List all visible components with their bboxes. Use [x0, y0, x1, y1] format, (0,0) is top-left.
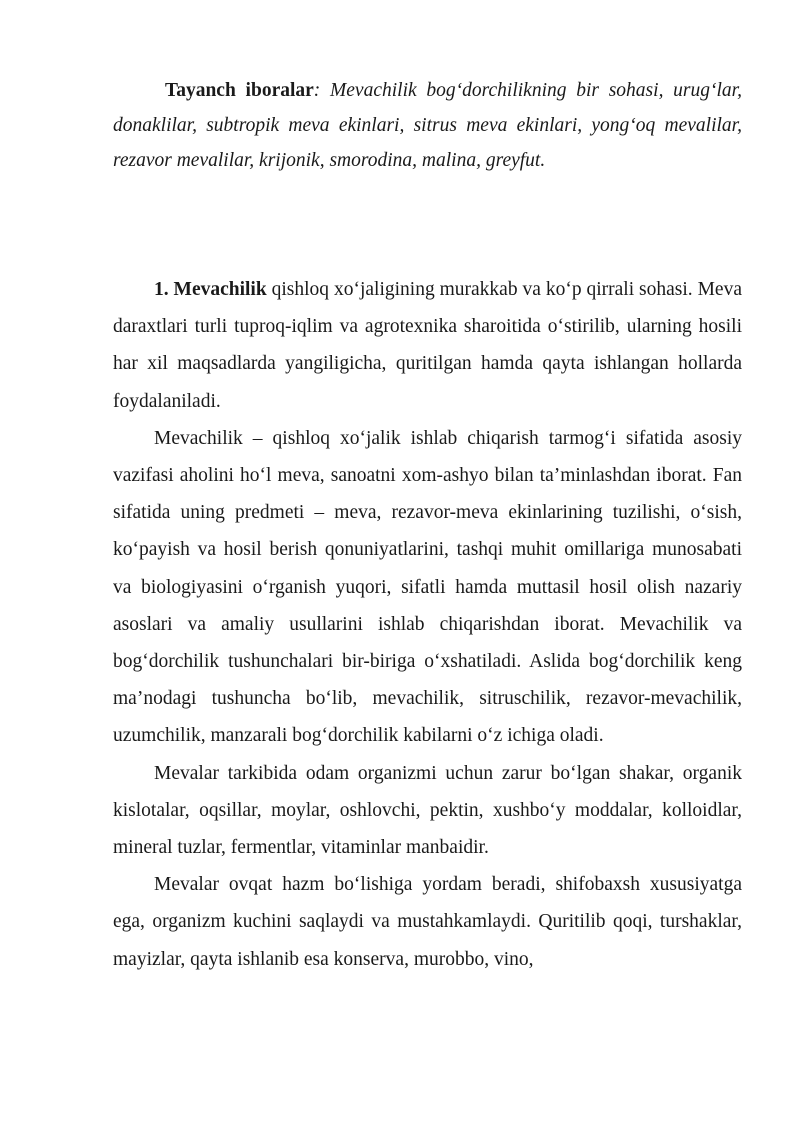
keywords-list: Mevachilik bog‘dorchilikning bir sohasi, urug‘lar, donaklilar, subtropik meva ekinlari, sitrus meva ekinlari, yong‘oq mevalilar, rezavor mevalilar, krijonik, smorodina, malina, greyfut.	[113, 80, 742, 171]
document-page	[113, 73, 742, 978]
paragraph-1-text: qishloq xo‘jaligining murakkab va ko‘p qirrali sohasi. Meva daraxtlari turli tuproq-iqlim va agrotexnika sharoitida o‘stirilib, ularning hosili har xil maqsadlarda yangiligicha, quritilgan hamda qayta ishlangan hollarda foydalaniladi.	[113, 279, 742, 412]
paragraph-2: Mevachilik – qishloq xo‘jalik ishlab chiqarish tarmog‘i sifatida asosiy vazifasi aholini ho‘l meva, sanoatni xom-ashyo bilan ta’minlashdan iborat. Fan sifatida uning predmeti – meva, rezavor-meva ekinlarining tuzilishi, o‘sish, ko‘payish va hosil berish qonuniyatlarini, tashqi muhit omillariga munosabati va biologiyasini o‘rganish yuqori, sifatli hamda muttasil hosil olish nazariy asoslari va amaliy usullarini ishlab chiqarishdan iborat. Mevachilik va bog‘dorchilik tushunchalari bir-biriga o‘xshatiladi. Aslida bog‘dorchilik keng ma’nodagi tushuncha bo‘lib, mevachilik, sitruschilik, rezavor-mevachilik, uzumchilik, manzarali bog‘dorchilik kabilarni o‘z ichiga oladi.	[113, 427, 742, 747]
paragraph-3: Mevalar tarkibida odam organizmi uchun zarur bo‘lgan shakar, organik kislotalar, oqsillar, moylar, oshlovchi, pektin, xushbo‘y moddalar, kolloidlar, mineral tuzlar, fermentlar, vitaminlar manbaidir.	[113, 762, 742, 859]
section-heading: 1. Mevachilik	[154, 279, 267, 300]
keywords-paragraph	[113, 73, 742, 178]
keywords-colon: :	[313, 80, 321, 101]
keywords-label: Tayanch iboralar	[165, 80, 314, 101]
paragraph-4: Mevalar ovqat hazm bo‘lishiga yordam beradi, shifobaxsh xususiyatga ega, organizm kuchini saqlaydi va mustahkamlaydi. Quritilib qoqi, turshaklar, mayizlar, qayta ishlanib esa konserva, murobbo, vino,	[113, 874, 742, 970]
section-spacer	[113, 178, 742, 271]
paragraph-1	[113, 271, 742, 420]
